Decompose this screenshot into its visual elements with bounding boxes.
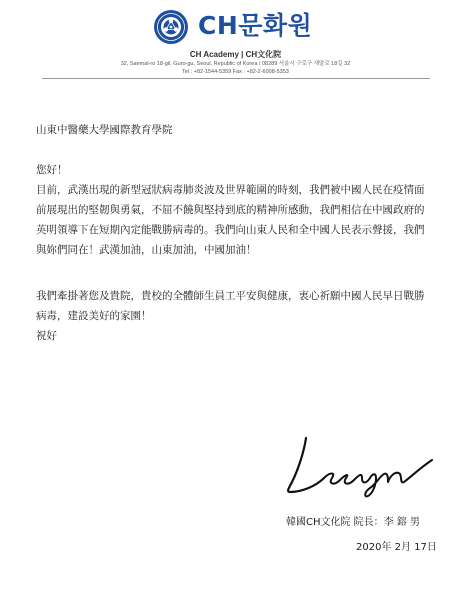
brand-name: CH문화원: [198, 11, 313, 40]
letterhead-address: 32, Saemal-ro 18-gil, Guro-gu, Seoul, Republic of Korea / 08289 서울시 구로구 새말로 18길 32: [120, 61, 351, 67]
ch-seal-logo-icon: [153, 9, 189, 45]
letterhead-contact: Tel : +82-1544-5359 Fax : +82-2-6008-5353: [182, 69, 289, 75]
recipient: 山東中醫藥大學國際教育學院: [36, 124, 173, 136]
letter-date: 2020年 2月 17日: [356, 542, 437, 553]
signer-line: 韓國CH文化院 院長：李 鎔 男: [286, 517, 421, 528]
paragraph-1-line: 前展現出的堅韌與勇氣，不屈不饒與堅持到底的精神所感動，我們相信在中國政府的: [36, 204, 425, 216]
paragraph-1-line: 目前，武漢出現的新型冠狀病毒肺炎波及世界範圍的時刻，我們被中國人民在疫情面: [36, 184, 425, 196]
paragraph-1: [36, 180, 446, 260]
paragraph-2-line: 我們牽掛著您及貴院，貴校的全體師生員工平安與健康，衷心祈願中國人民早日戰勝: [36, 290, 425, 302]
paragraph-1-line: 與妳們同在！武漢加油，山東加油，中國加油！: [36, 244, 257, 256]
letterhead-divider: [42, 78, 430, 79]
paragraph-2-line: 病毒，建設美好的家園！: [36, 310, 152, 322]
handwritten-signature: [280, 432, 440, 498]
greeting: 您好！: [36, 164, 68, 176]
closing: 祝好: [36, 330, 57, 342]
paragraph-2: [36, 286, 446, 326]
letterhead-name: CH Academy | CH文化院: [189, 50, 282, 59]
letterhead-logo: [0, 8, 471, 46]
paragraph-1-line: 英明領導下在短期內定能戰勝病毒的。我們向山東人民和全中國人民表示聲援，我們: [36, 224, 425, 236]
